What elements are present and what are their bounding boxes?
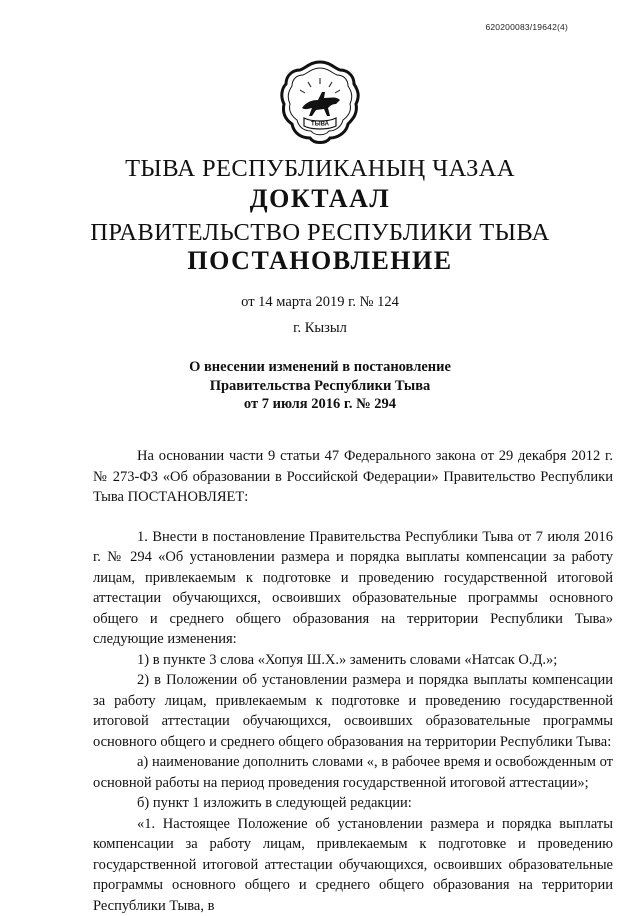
paragraph-quote-1: «1. Настоящее Положение об установлении размера и порядка выплаты компенсации за работу лицам, привлекаемым к подготовке и проведению государственной итоговой аттестации обучающихся, освоивших образовательные программы основного общего и среднего общего образования на территории Республики Тыва, в xyxy=(93,814,613,916)
document-title xyxy=(0,358,640,414)
title-line: Правительства Республики Тыва xyxy=(0,377,640,396)
title-line: от 7 июля 2016 г. № 294 xyxy=(0,395,640,414)
paragraph-subitem-2: 2) в Положении об установлении размера и порядка выплаты компенсации за работу лицам, привлекаемым к подготовке и проведению государственной итоговой аттестации обучающихся, освоивших образовательные программы основного общего и среднего общего образования на территории Республики Тыва: xyxy=(93,670,613,752)
document-body xyxy=(93,446,613,916)
paragraph-item-1: 1. Внести в постановление Правительства Республики Тыва от 7 июля 2016 г. № 294 «Об установлении размера и порядка выплаты компенсации за работу лицам, привлекаемым к подготовке и проведению государственной итоговой аттестации обучающихся, освоивших образовательные программы основного общего и среднего общего образования на территории Республики Тыва» следующие изменения: xyxy=(93,527,613,650)
title-line: О внесении изменений в постановление xyxy=(0,358,640,377)
paragraph-subitem-1: 1) в пункте 3 слова «Хопуя Ш.Х.» заменить словами «Натсак О.Д.»; xyxy=(93,650,613,671)
paragraph-subitem-a: а) наименование дополнить словами «, в рабочее время и освобожденным от основной работы на период проведения государственной итоговой аттестации»; xyxy=(93,752,613,793)
tuva-coat-of-arms-icon xyxy=(278,58,362,146)
header-postanovlenie: ПОСТАНОВЛЕНИЕ xyxy=(0,246,640,276)
paragraph-subitem-b: б) пункт 1 изложить в следующей редакции: xyxy=(93,793,613,814)
header-tuva-government: ТЫВА РЕСПУБЛИКАНЫҢ ЧАЗАА xyxy=(0,155,640,183)
document-date: от 14 марта 2019 г. № 124 xyxy=(0,294,640,311)
document-city: г. Кызыл xyxy=(0,320,640,337)
header-doktaal: ДОКТААЛ xyxy=(0,184,640,214)
document-number: 620200083/19642(4) xyxy=(485,22,568,32)
header-government: ПРАВИТЕЛЬСТВО РЕСПУБЛИКИ ТЫВА xyxy=(0,219,640,247)
paragraph-basis: На основании части 9 статьи 47 Федерального закона от 29 декабря 2012 г. № 273-ФЗ «Об образовании в Российской Федерации» Правительство Республики Тыва ПОСТАНОВЛЯЕТ: xyxy=(93,446,613,508)
emblem-label: ТЫВА xyxy=(311,122,330,128)
